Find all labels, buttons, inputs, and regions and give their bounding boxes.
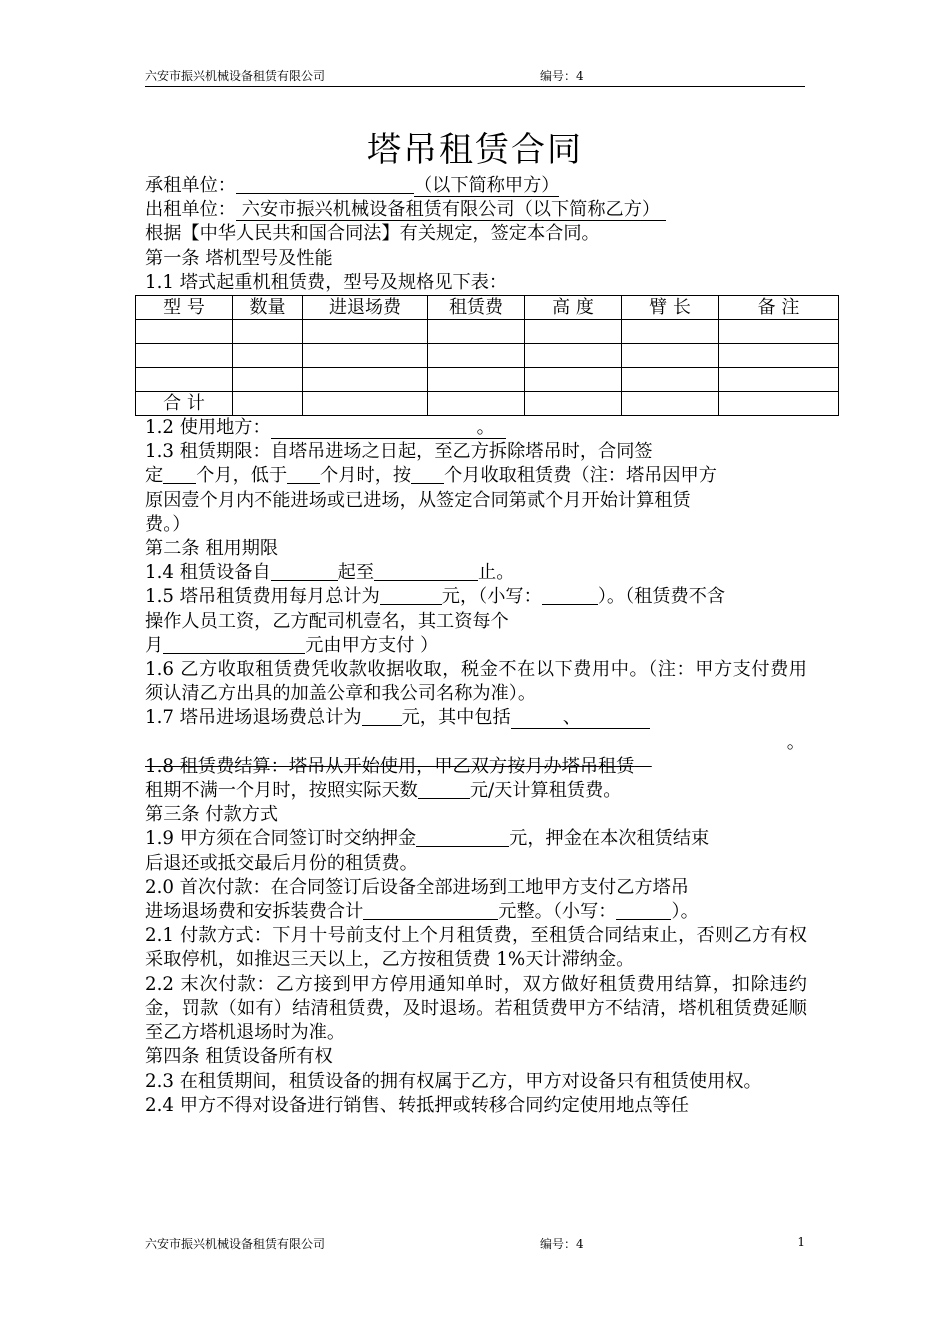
clause-2-3: 2.3 在租赁期间，租赁设备的拥有权属于乙方，甲方对设备只有租赁使用权。 — [145, 1070, 762, 1092]
clause-1-9-line1: 1.9 甲方须在合同签订时交纳押金 元，押金在本次租赁结束 — [145, 828, 710, 850]
clause-1-9-line2: 后退还或抵交最后月份的租赁费。 — [145, 852, 418, 874]
table-header-cell: 高 度 — [525, 296, 622, 320]
lessee-blank[interactable] — [236, 174, 414, 194]
page-header — [145, 62, 805, 87]
lessor-value: 六安市振兴机械设备租赁有限公司（以下简称乙方） — [236, 199, 666, 221]
monthly-fee-figure-blank[interactable] — [542, 585, 598, 605]
charge-months-blank[interactable] — [411, 464, 444, 484]
driver-wage-blank[interactable] — [163, 634, 305, 654]
clause-2-0-line2: 进场退场费和安拆装费合计 元整。（小写： ）。 — [145, 901, 699, 923]
table-header-cell: 进退场费 — [303, 296, 428, 320]
clause-1-7: 1.7 塔吊进场退场费总计为 元，其中包括 、 — [145, 706, 807, 730]
article-4-heading: 第四条 租赁设备所有权 — [145, 1046, 333, 1068]
table-header-cell: 数量 — [233, 296, 303, 320]
min-months-blank[interactable] — [287, 464, 320, 484]
start-date-blank[interactable] — [271, 561, 338, 581]
lessor-line: 出租单位： 六安市振兴机械设备租赁有限公司（以下简称乙方） — [145, 198, 807, 222]
table-total-row — [136, 392, 839, 416]
clause-1-5-line1: 1.5 塔吊租赁费用每月总计为 元，（小写： ）。（租赁费不含 — [145, 586, 726, 608]
clause-1-4: 1.4 租赁设备自 起至 止。 — [145, 562, 515, 584]
spec-table — [135, 295, 839, 416]
contract-basis: 根据【中华人民共和国合同法】有关规定，签定本合同。 — [145, 223, 600, 245]
document-title: 塔吊租赁合同 — [367, 130, 583, 170]
footer-company: 六安市振兴机械设备租赁有限公司 — [145, 1237, 326, 1251]
clause-1-1: 1.1 塔式起重机租赁费，型号及规格见下表： — [145, 271, 508, 293]
clause-1-8: 1.8 租赁费结算：塔吊从开始使用，甲乙双方按月办塔吊租赁 — [145, 755, 635, 777]
clause-1-3-line4: 费。） — [145, 513, 191, 535]
clause-1-2: 1.2 使用地方： 。 — [145, 416, 807, 440]
article-1-heading: 第一条 塔机型号及性能 — [145, 247, 333, 269]
lessee-note: （以下简称甲方） — [413, 175, 560, 196]
install-fee-blank[interactable] — [363, 900, 498, 920]
page-number: 1 — [797, 1235, 805, 1249]
table-total-label: 合 计 — [136, 392, 233, 416]
clause-1-7-end: 。 — [786, 731, 805, 753]
article-2-heading: 第二条 租用期限 — [145, 538, 279, 560]
clause-1-3-line1: 1.3 租赁期限：自塔吊进场之日起，至乙方拆除塔吊时，合同签 — [145, 441, 653, 463]
clause-2-0-line1: 2.0 首次付款：在合同签订后设备全部进场到工地甲方支付乙方塔吊 — [145, 876, 689, 898]
table-header-cell: 型 号 — [136, 296, 233, 320]
months-blank[interactable] — [163, 464, 196, 484]
install-fee-figure-blank[interactable] — [616, 900, 671, 920]
table-row — [136, 344, 839, 368]
header-number: 编号：4 — [540, 69, 584, 83]
table-header-row — [136, 296, 839, 320]
clause-1-3-line2: 定 个月，低于 个月时，按 个月收取租赁费（注：塔吊因甲方 — [145, 465, 717, 487]
table-row — [136, 320, 839, 344]
page-footer — [145, 1230, 805, 1250]
clause-2-1: 2.1 付款方式：下月十号前支付上个月租赁费，至租赁合同结束止，否则乙方有权采取停机，如推迟三天以上，乙方按租赁费 1%天计滞纳金。 — [145, 925, 807, 971]
clause-1-6: 1.6 乙方收取租赁费凭收款收据收取，税金不在以下费用中。（注：甲方支付费用须认清乙方出具的加盖公章和我公司名称为准）。 — [145, 659, 807, 705]
clause-2-2: 2.2 末次付款：乙方接到甲方停用通知单时，双方做好租赁费用结算，扣除违约金，罚款（如有）结清租赁费，及时退场。若租赁费甲方不结清，塔机租赁费延顺至乙方塔机退场时为准。 — [145, 973, 807, 1044]
table-header-cell: 备 注 — [719, 296, 839, 320]
contract-body — [145, 174, 807, 1118]
clause-1-5-line2: 操作人员工资，乙方配司机壹名，其工资每个 — [145, 610, 509, 632]
article-3-heading: 第三条 付款方式 — [145, 804, 279, 826]
entry-exit-fee-blank[interactable] — [362, 706, 402, 726]
table-header-cell: 租赁费 — [428, 296, 525, 320]
lessee-line: 承租单位： （以下简称甲方） — [145, 175, 560, 196]
table-header-cell: 臂 长 — [622, 296, 719, 320]
monthly-fee-blank[interactable] — [380, 585, 442, 605]
clause-1-8-daily: 租期不满一个月时，按照实际天数 元/天计算租赁费。 — [145, 780, 622, 802]
footer-number: 编号：4 — [540, 1237, 584, 1251]
location-blank[interactable]: 。 — [271, 417, 507, 439]
table-row — [136, 368, 839, 392]
daily-fee-blank[interactable] — [418, 779, 470, 799]
clause-1-3-line3: 原因壹个月内不能进场或已进场，从签定合同第贰个月开始计算租赁 — [145, 489, 691, 511]
deposit-blank[interactable] — [416, 827, 509, 847]
clause-1-5-line3: 月 元由甲方支付 ） — [145, 634, 439, 656]
header-company: 六安市振兴机械设备租赁有限公司 — [145, 69, 326, 83]
end-date-blank[interactable] — [374, 561, 478, 581]
clause-2-4: 2.4 甲方不得对设备进行销售、转抵押或转移合同约定使用地点等任 — [145, 1094, 689, 1116]
